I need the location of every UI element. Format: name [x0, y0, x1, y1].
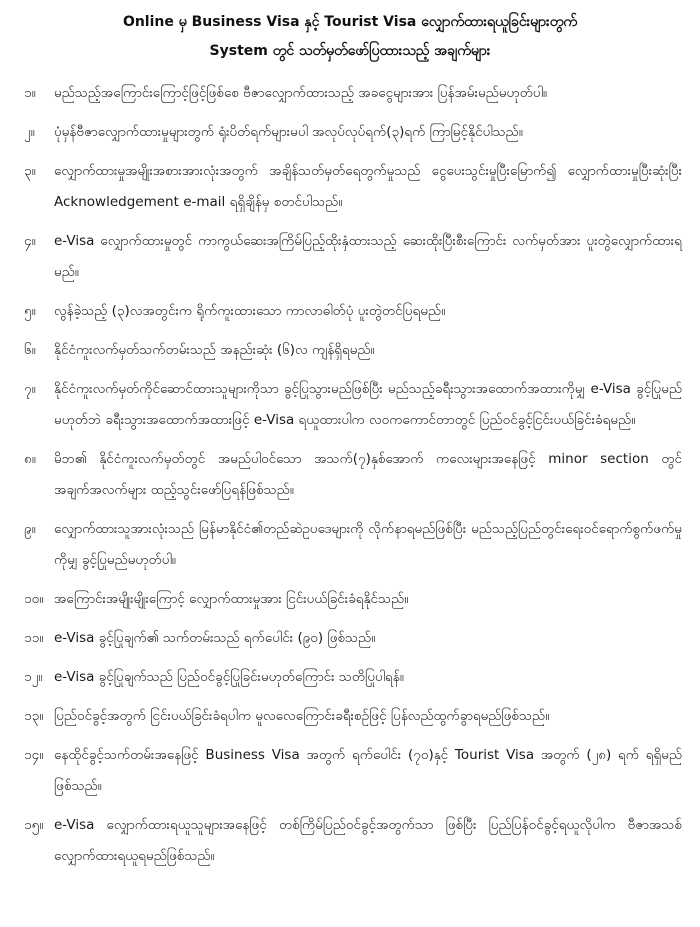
list-item	[0, 740, 700, 802]
title-line-1: Online မှ Business Visa နှင့် Tourist Visa လျှောက်ထားရယူခြင်းများတွက်	[122, 14, 578, 30]
item-text: အကြောင်းအမျိုးမျိုးကြောင့် လျှောက်ထားမှုအား ငြင်းပယ်ခြင်းခံရနိုင်သည်။	[54, 591, 409, 607]
list-item	[0, 335, 700, 366]
item-text: နိုင်ငံကူးလက်မှတ်ကိုင်ဆောင်ထားသူများကိုသာ ခွင့်ပြုသွားမည်ဖြစ်ပြီး မည်သည့်ခရီးသွားအထောက်အထားကိုမျှ e-Visa ခွင့်ပြုမည်မဟုတ်ဘဲ ခရီးသွားအထောက်အထားဖြင့် e-Visa ရယူထားပါက လဝကကောင်တာတွင် ပြည်ဝင်ခွင့်ငြင်းပယ်ခြင်းခံရမည်။	[54, 381, 682, 428]
title-line-2: System တွင် သတ်မှတ်ဖော်ပြထားသည့် အချက်များ	[209, 43, 491, 59]
item-text: လျှောက်ထားသူအားလုံးသည် မြန်မာနိုင်ငံ၏တည်ဆဲဥပဒေများကို လိုက်နာရမည်ဖြစ်ပြီး မည်သည့်ပြည်တွင်းရေးဝင်ရောက်စွက်ဖက်မှုကိုမျှ ခွင့်ပြုမည်မဟုတ်ပါ။	[54, 521, 682, 568]
item-text: e-Visa ခွင့်ပြုချက်သည် ပြည်ဝင်ခွင့်ပြုခြင်းမဟုတ်ကြောင်း သတိပြုပါရန်။	[54, 669, 404, 685]
item-number: ၁၅။	[24, 817, 44, 833]
list-item	[0, 444, 700, 506]
item-text: နေထိုင်ခွင့်သက်တမ်းအနေဖြင့် Business Visa အတွက် ရက်ပေါင်း (၇၀)နှင့် Tourist Visa အတွက် (၂၈) ရက် ရရှိမည်ဖြစ်သည်။	[54, 747, 682, 794]
list-item	[0, 810, 700, 872]
list-item	[0, 662, 700, 693]
list-item	[0, 584, 700, 615]
list-item	[0, 117, 700, 148]
list-item	[0, 374, 700, 436]
item-number: ၅။	[24, 303, 36, 319]
item-number: ၃။	[24, 163, 36, 179]
item-number: ၈။	[24, 451, 36, 467]
item-text: ပုံမှန်ဗီဇာလျှောက်ထားမှုများတွက် ရုံးပိတ်ရက်များမပါ အလုပ်လုပ်ရက်(၃)ရက် ကြာမြင့်နိုင်ပါသည်။	[54, 124, 523, 140]
item-number: ၂။	[24, 124, 35, 140]
item-number: ၁၃။	[24, 708, 44, 724]
item-text: e-Visa လျှောက်ထားမှုတွင် ကာကွယ်ဆေးအကြိမ်ပြည့်ထိုးနှံထားသည့် ဆေးထိုးပြီးစီးကြောင်း လက်မှတ်အား ပူးတွဲလျှောက်ထားရမည်။	[54, 233, 682, 280]
item-number: ၆။	[24, 342, 36, 358]
item-text: မိဘ၏ နိုင်ငံကူးလက်မှတ်တွင် အမည်ပါဝင်သော အသက်(၇)နှစ်အောက် ကလေးများအနေဖြင့် minor section တွင် အချက်အလက်များ ထည့်သွင်းဖော်ပြရန်ဖြစ်သည်။	[54, 451, 682, 498]
item-number: ၁။	[24, 85, 36, 101]
item-text: e-Visa ခွင့်ပြုချက်၏ သက်တမ်းသည် ရက်ပေါင်း (၉၀) ဖြစ်သည်။	[54, 630, 376, 646]
item-number: ၁၄။	[24, 747, 44, 763]
list-item	[0, 226, 700, 288]
item-number: ၉။	[24, 521, 36, 537]
list-item	[0, 623, 700, 654]
list-item	[0, 78, 700, 109]
item-number: ၁၀။	[24, 591, 44, 607]
document-title	[0, 0, 700, 66]
list-item	[0, 514, 700, 576]
item-text: လျှောက်ထားမှုအမျိုးအစားအားလုံးအတွက် အချိန်သတ်မှတ်ရေတွက်မှုသည် ငွေပေးသွင်းမှုပြီးမြောက်၍ လျှောက်ထားမှုပြီးဆုံးပြီး Acknowledgement e-mail ရရှိချိန်မှ စတင်ပါသည်။	[54, 163, 682, 210]
item-text: လွန်ခဲ့သည့် (၃)လအတွင်းက ရိုက်ကူးထားသော ကာလာဓါတ်ပုံ ပူးတွဲတင်ပြရမည်။	[54, 303, 446, 319]
list-item	[0, 296, 700, 327]
item-number: ၇။	[24, 381, 36, 397]
item-text: နိုင်ငံကူးလက်မှတ်သက်တမ်းသည် အနည်းဆုံး (၆)လ ကျန်ရှိရမည်။	[54, 342, 375, 358]
item-number: ၁၂။	[24, 669, 43, 685]
item-number: ၄။	[24, 233, 36, 249]
conditions-list	[0, 78, 700, 872]
item-text: မည်သည့်အကြောင်းကြောင့်ဖြင့်ဖြစ်စေ ဗီဇာလျှောက်ထားသည့် အခငွေများအား ပြန်အမ်းမည်မဟုတ်ပါ။	[54, 85, 548, 101]
item-text: e-Visa လျှောက်ထားရယူသူများအနေဖြင့် တစ်ကြိမ်ပြည်ဝင်ခွင့်အတွက်သာ ဖြစ်ပြီး ပြည်ပြန်ဝင်ခွင့်ရယူလိုပါက ဗီဇာအသစ် လျှောက်ထားရယူရမည်ဖြစ်သည်။	[54, 817, 682, 864]
list-item	[0, 701, 700, 732]
item-text: ပြည်ဝင်ခွင့်အတွက် ငြင်းပယ်ခြင်းခံရပါက မူလလေကြောင်းခရီးစဉ်ဖြင့် ပြန်လည်ထွက်ခွာရမည်ဖြစ်သည်။	[54, 708, 550, 724]
list-item	[0, 156, 700, 218]
item-number: ၁၁။	[24, 630, 44, 646]
